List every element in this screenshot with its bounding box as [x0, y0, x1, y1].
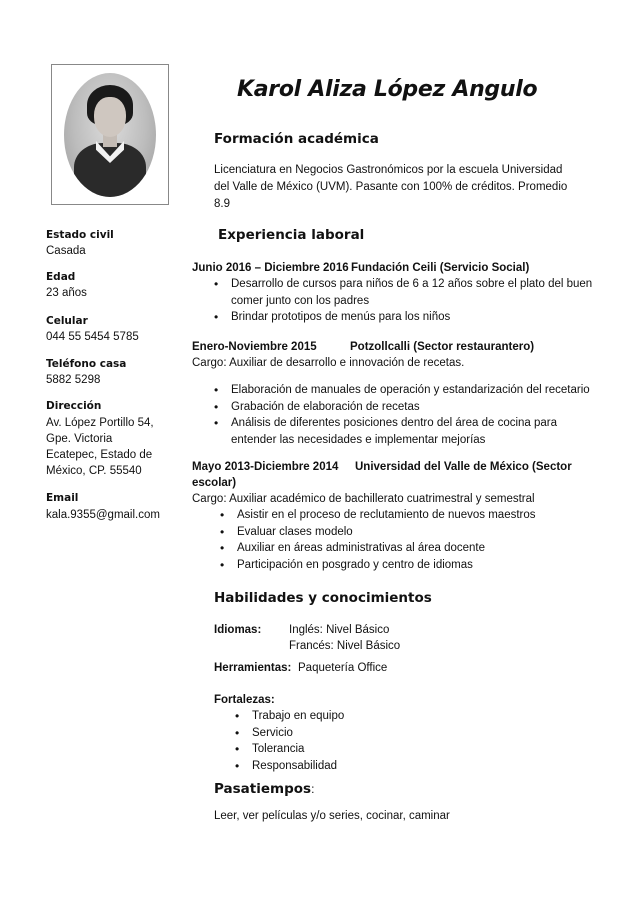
- job-organization: Fundación Ceili (Servicio Social): [351, 262, 530, 274]
- job-bullet: • Auxiliar en áreas administrativas al área docente: [237, 540, 536, 557]
- languages-label: Idiomas:: [214, 624, 262, 636]
- profile-photo: [64, 73, 156, 197]
- hobbies-heading-row: [214, 781, 314, 797]
- sidebar-value-address-line: México, CP. 55540: [46, 465, 142, 477]
- sidebar-value-marital-status: Casada: [46, 245, 86, 257]
- experience-heading: Experiencia laboral: [218, 227, 365, 243]
- sidebar-label-email: Email: [46, 492, 79, 504]
- sidebar-value-address-line: Av. López Portillo 54,: [46, 417, 154, 429]
- job-period: Enero-Noviembre 2015: [192, 341, 317, 353]
- job-bullet: • Grabación de elaboración de recetas: [231, 399, 590, 416]
- job-bullet: • Evaluar clases modelo: [237, 524, 536, 541]
- job-bullet: • Participación en posgrado y centro de idiomas: [237, 557, 536, 574]
- job-period: Junio 2016 – Diciembre 2016: [192, 262, 349, 274]
- strengths-label: Fortalezas:: [214, 694, 275, 706]
- hobbies-heading: Pasatiempos: [214, 781, 312, 797]
- job-organization: Universidad del Valle de México (Sector: [355, 461, 572, 473]
- tools-label: Herramientas:: [214, 662, 292, 674]
- job-bullet: • Asistir en el proceso de reclutamiento de nuevos maestros: [237, 507, 536, 524]
- sidebar-value-email: kala.9355@gmail.com: [46, 509, 160, 521]
- education-text-line: del Valle de México (UVM). Pasante con 100% de créditos. Promedio: [214, 181, 568, 193]
- job-organization: Potzollcalli (Sector restaurantero): [350, 341, 535, 353]
- education-text-line: 8.9: [214, 198, 230, 210]
- sidebar-label-home-phone: Teléfono casa: [46, 358, 127, 370]
- language-item: Inglés: Nivel Básico: [289, 624, 390, 636]
- candidate-name: Karol Aliza López Angulo: [237, 77, 538, 102]
- job-period: Mayo 2013-Diciembre 2014: [192, 461, 339, 473]
- sidebar-label-address: Dirección: [46, 400, 102, 412]
- hobbies-colon: :: [311, 782, 315, 796]
- sidebar-value-address-line: Ecatepec, Estado de: [46, 449, 153, 461]
- job-role: Cargo: Auxiliar académico de bachillerato cuatrimestral y semestral: [192, 493, 535, 505]
- job-role: Cargo: Auxiliar de desarrollo e innovación de recetas.: [192, 357, 465, 369]
- sidebar-value-mobile: 044 55 5454 5785: [46, 331, 139, 343]
- job-bullet-list: [231, 276, 592, 326]
- education-text-line: Licenciatura en Negocios Gastronómicos por la escuela Universidad: [214, 164, 563, 176]
- strength-item: • Trabajo en equipo: [252, 708, 344, 725]
- skills-heading: Habilidades y conocimientos: [214, 590, 432, 606]
- job-bullet: • Desarrollo de cursos para niños de 6 a 12 años sobre el plato del buen comer junto con los padres: [231, 276, 592, 309]
- sidebar-value-home-phone: 5882 5298: [46, 374, 101, 386]
- language-item: Francés: Nivel Básico: [289, 640, 401, 652]
- sidebar-label-age: Edad: [46, 271, 76, 283]
- job-bullet: • Análisis de diferentes posiciones dentro del área de cocina para entender las necesidades e implementar mejorías: [231, 415, 590, 448]
- job-organization-continued: escolar): [192, 477, 237, 489]
- strength-item: • Servicio: [252, 725, 344, 742]
- job-bullet: • Elaboración de manuales de operación y estandarización del recetario: [231, 382, 590, 399]
- sidebar-label-marital-status: Estado civil: [46, 229, 114, 241]
- profile-photo-frame: [51, 64, 169, 205]
- strengths-list: [252, 708, 344, 774]
- education-heading: Formación académica: [214, 131, 379, 147]
- sidebar-label-mobile: Celular: [46, 315, 88, 327]
- job-bullet: • Brindar prototipos de menús para los niños: [231, 309, 592, 326]
- hobbies-text: Leer, ver películas y/o series, cocinar, caminar: [214, 810, 450, 822]
- job-bullet-list: [231, 382, 590, 448]
- sidebar-value-age: 23 años: [46, 287, 87, 299]
- strength-item: • Tolerancia: [252, 741, 344, 758]
- tools-value: Paquetería Office: [298, 662, 388, 674]
- sidebar-value-address-line: Gpe. Victoria: [46, 433, 113, 445]
- strength-item: • Responsabilidad: [252, 758, 344, 775]
- job-bullet-list: [237, 507, 536, 573]
